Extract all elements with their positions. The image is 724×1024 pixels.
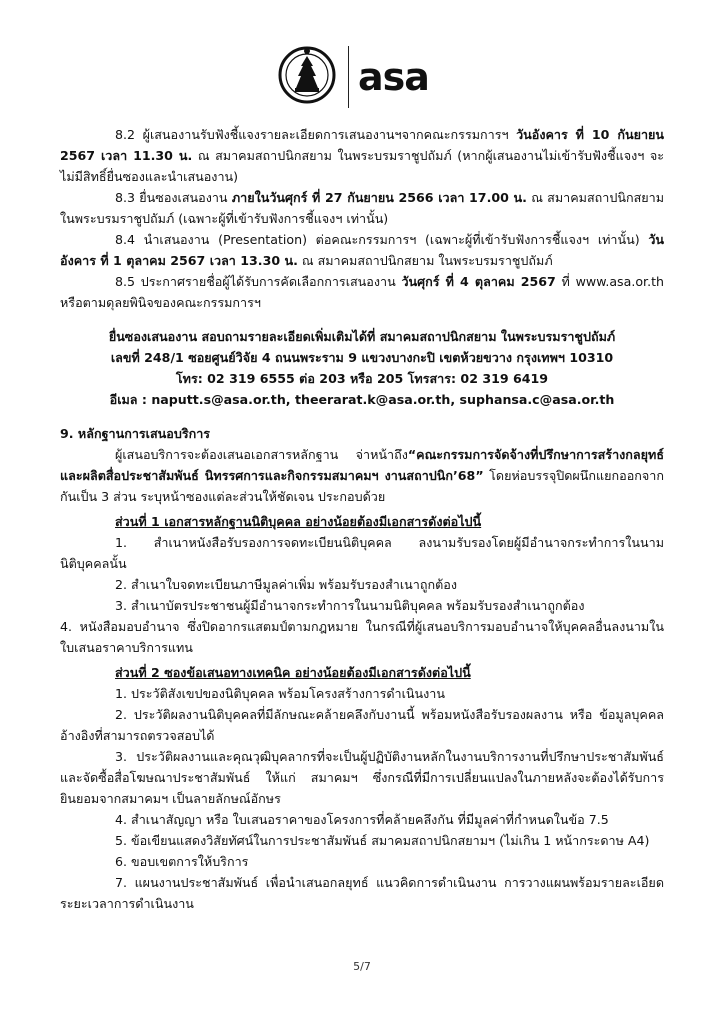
part-2-item: 1. ประวัติสังเขปของนิติบุคคล พร้อมโครงสร้างการดำเนินงาน: [115, 686, 445, 701]
section-8-5: [60, 271, 664, 313]
part-1-item: 4. หนังสือมอบอำนาจ ซึ่งปิดอากรแสตมป์ตามกฎหมาย ในกรณีที่ผู้เสนอบริการมอบอำนาจให้บุคคลอื่นลงนามในใบเสนอราคาบริการแทน: [60, 619, 664, 655]
text: ณ สมาคมสถาปนิกสยาม ในพระบรมราชูปถัมภ์ (หากผู้เสนองานไม่เข้ารับฟังชี้แจงฯ จะไม่มีสิทธิ์ยื่นซองและนำเสนองาน): [60, 148, 664, 184]
letterhead: [0, 42, 724, 112]
page-number: 5/7: [353, 960, 371, 973]
section-8-3: [60, 187, 664, 229]
part-2-item: 6. ขอบเขตการให้บริการ: [115, 854, 249, 869]
document-body: [60, 124, 664, 914]
part-2-item: 2. ประวัติผลงานนิติบุคคลที่มีลักษณะคล้ายคลึงกับงานนี้ พร้อมหนังสือรับรองผลงาน หรือ ข้อมูลบุคคลอ้างอิงที่สามารถตรวจสอบได้: [60, 707, 664, 743]
contact-address: เลขที่ 248/1 ซอยศูนย์วิจัย 4 ถนนพระราม 9 แขวงบางกะปิ เขตห้วยขวาง กรุงเทพฯ 10310: [110, 350, 614, 365]
part-1-item: 1. สำเนาหนังสือรับรองการจดทะเบียนนิติบุคคล ลงนามรับรองโดยผู้มีอำนาจกระทำการในนามนิติบุคคลนั้น: [60, 535, 664, 571]
text: 8.2 ผู้เสนองานรับฟังชี้แจงรายละเอียดการเสนองานฯจากคณะกรรมการฯ: [115, 127, 517, 142]
date-emphasis: วันอังคาร ที่ 10 กันยายน 2567 เวลา 11.30 น.: [60, 127, 665, 163]
part-1-heading: ส่วนที่ 1 เอกสารหลักฐานนิติบุคคล อย่างน้อยต้องมีเอกสารดังต่อไปนี้: [115, 514, 482, 529]
section-9-heading: 9. หลักฐานการเสนอบริการ: [60, 426, 211, 441]
svg-text:asa: asa: [358, 58, 429, 98]
header-divider: [348, 46, 349, 108]
section-9-intro: [60, 444, 664, 507]
text: 8.5 ประกาศรายชื่อผู้ได้รับการคัดเลือกการเสนองาน: [115, 274, 402, 289]
text: โดยห่อบรรจุปิดผนึกแยกออกจากกันเป็น 3 ส่วน ระบุหน้าซองแต่ละส่วนให้ชัดเจน ประกอบด้วย: [60, 468, 664, 504]
part-2-item: 5. ข้อเขียนแสดงวิสัยทัศน์ในการประชาสัมพันธ์ สมาคมสถาปนิกสยามฯ (ไม่เกิน 1 หน้ากระดาษ A4): [115, 833, 650, 848]
asa-wordmark-logo: [358, 58, 440, 98]
committee-name: “คณะกรรมการจัดจ้างที่ปรึกษาการสร้างกลยุทธ์และผลิตสื่อประชาสัมพันธ์ นิทรรศการและกิจกรรมสมาคมฯ งานสถาปนิก’68”: [60, 447, 664, 483]
part-2-item: 3. ประวัติผลงานและคุณวุฒิบุคลากรที่จะเป็นผู้ปฏิบัติงานหลักในงานบริการงานที่ปรึกษาประชาสัมพันธ์และจัดซื้อสื่อโฆษณาประชาสัมพันธ์ ให้แก่ สมาคมฯ ซึ่งกรณีที่มีการเปลี่ยนแปลงในภายหลังจะต้องได้รับการยินยอมจากสมาคมฯ เป็นลายลักษณ์อักษร: [60, 749, 664, 806]
text: ผู้เสนอบริการจะต้องเสนอเอกสารหลักฐาน จ่าหน้าถึง: [115, 447, 408, 462]
asa-seal-logo: [278, 42, 336, 108]
contact-phone: โทร: 02 319 6555 ต่อ 203 หรือ 205 โทรสาร: 02 319 6419: [175, 371, 549, 386]
part-2-item: 4. สำเนาสัญญา หรือ ใบเสนอราคาของโครงการที่คล้ายคลึงกัน ที่มีมูลค่าที่กำหนดในข้อ 7.5: [115, 812, 609, 827]
section-8-4: [60, 229, 664, 271]
section-8-2: [60, 124, 664, 187]
text: ณ สมาคมสถาปนิกสยาม ในพระบรมราชูปถัมภ์: [297, 253, 553, 268]
part-2-heading: ส่วนที่ 2 ซองข้อเสนอทางเทคนิค อย่างน้อยต้องมีเอกสารดังต่อไปนี้: [115, 665, 471, 680]
text: ณ สมาคมสถาปนิกสยาม ในพระบรมราชูปถัมภ์ (เฉพาะผู้ที่เข้ารับฟังการชี้แจงฯ เท่านั้น): [60, 190, 665, 226]
part-1-item: 2. สำเนาใบจดทะเบียนภาษีมูลค่าเพิ่ม พร้อมรับรองสำเนาถูกต้อง: [115, 577, 457, 592]
date-emphasis: วันอังคาร ที่ 1 ตุลาคม 2567 เวลา 13.30 น.: [60, 232, 664, 268]
text: 8.4 นำเสนองาน (Presentation) ต่อคณะกรรมการฯ (เฉพาะผู้ที่เข้ารับฟังการชี้แจงฯ เท่านั้น): [115, 232, 649, 247]
part-2-item: 7. แผนงานประชาสัมพันธ์ เพื่อนำเสนอกลยุทธ์ แนวคิดการดำเนินงาน การวางแผนพร้อมรายละเอียดระยะเวลาการดำเนินงาน: [60, 875, 664, 911]
text: ที่ www.asa.or.th หรือตามดุลยพินิจของคณะกรรมการฯ: [60, 274, 664, 310]
part-1-item: 3. สำเนาบัตรประชาชนผู้มีอำนาจกระทำการในนามนิติบุคคล พร้อมรับรองสำเนาถูกต้อง: [115, 598, 585, 613]
contact-line-1: ยื่นซองเสนองาน สอบถามรายละเอียดเพิ่มเติมได้ที่ สมาคมสถาปนิกสยาม ในพระบรมราชูปถัมภ์: [108, 329, 616, 344]
text: 8.3 ยื่นซองเสนองาน: [115, 190, 232, 205]
date-emphasis: ภายในวันศุกร์ ที่ 27 กันยายน 2566 เวลา 17.00 น.: [231, 190, 527, 205]
date-emphasis: วันศุกร์ ที่ 4 ตุลาคม 2567: [401, 274, 556, 289]
contact-email: อีเมล : naputt.s@asa.or.th, theerarat.k@asa.or.th, suphansa.c@asa.or.th: [109, 392, 615, 407]
